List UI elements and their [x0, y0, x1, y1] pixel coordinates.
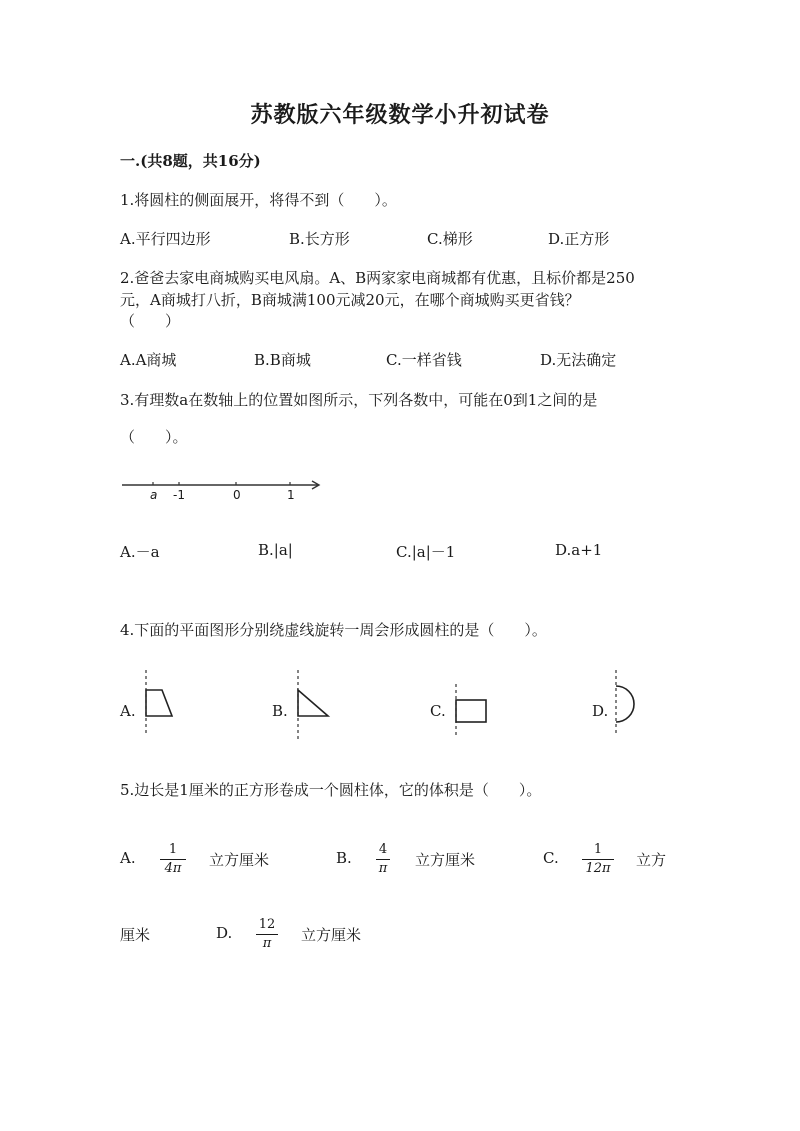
tick-label-a: a — [150, 488, 158, 502]
q5-fraction-c — [582, 842, 614, 877]
fraction-numerator: 4 — [378, 842, 388, 857]
q5-option-d-label[interactable]: D. — [216, 924, 233, 942]
q1-option-a[interactable]: A.平行四边形 — [120, 230, 211, 248]
fraction-denominator: π — [262, 936, 272, 951]
q4-option-a-label[interactable]: A. — [120, 702, 136, 720]
q2-option-c[interactable]: C.一样省钱 — [386, 351, 462, 369]
q5-unit-d: 立方厘米 — [301, 926, 362, 944]
q5-unit-c-part-1: 立方 — [636, 851, 667, 869]
question-5-stem: 5.边长是1厘米的正方形卷成一个圆柱体，它的体积是（ ）。 — [120, 781, 542, 799]
rectangle-shape-icon[interactable] — [450, 684, 495, 740]
fraction-numerator: 12 — [258, 917, 276, 932]
tick-label-0: 0 — [233, 488, 241, 502]
q3-option-c[interactable]: C.|a|－1 — [396, 543, 456, 561]
q2-option-b[interactable]: B.B商城 — [254, 351, 311, 369]
question-2-stem-line-1: 2.爸爸去家电商城购买电风扇。A、B两家家电商城都有优惠，且标价都是250 — [120, 269, 635, 287]
q2-option-a[interactable]: A.A商城 — [120, 351, 177, 369]
fraction-numerator: 1 — [593, 842, 603, 857]
tick-label-1: 1 — [287, 488, 295, 502]
q5-option-b-label[interactable]: B. — [336, 849, 352, 867]
fraction-denominator: 4π — [164, 861, 182, 876]
question-3-stem-line-1: 3.有理数a在数轴上的位置如图所示，下列各数中，可能在0到1之间的是 — [120, 391, 598, 409]
q1-option-b[interactable]: B.长方形 — [289, 230, 350, 248]
fraction-numerator: 1 — [168, 842, 178, 857]
right-triangle-shape-icon[interactable] — [292, 670, 337, 742]
q4-option-d-label[interactable]: D. — [592, 702, 609, 720]
number-line-figure — [120, 475, 330, 507]
q3-option-b[interactable]: B.|a| — [258, 541, 293, 559]
q1-option-d[interactable]: D.正方形 — [548, 230, 610, 248]
q2-option-d[interactable]: D.无法确定 — [540, 351, 617, 369]
q3-option-a[interactable]: A.－a — [120, 543, 160, 561]
fraction-denominator: 12π — [585, 861, 611, 876]
q5-option-c-label[interactable]: C. — [543, 849, 559, 867]
trapezoid-shape-icon[interactable] — [140, 670, 180, 740]
question-1-stem: 1.将圆柱的侧面展开，将得不到（ ）。 — [120, 191, 397, 209]
q5-fraction-b — [376, 842, 390, 877]
tick-label-minus-1: -1 — [173, 488, 185, 502]
question-2-stem-line-2: 元，A商城打八折，B商城满100元减20元，在哪个商城购买更省钱？ — [120, 291, 580, 309]
q4-option-c-label[interactable]: C. — [430, 702, 446, 720]
q5-unit-c-part-2: 厘米 — [120, 926, 151, 944]
q5-fraction-a — [160, 842, 186, 877]
q3-option-d[interactable]: D.a+1 — [555, 541, 603, 559]
question-3-stem-line-2: （ ）。 — [120, 428, 188, 446]
q5-unit-a: 立方厘米 — [209, 851, 270, 869]
fraction-denominator: π — [378, 861, 388, 876]
q1-option-c[interactable]: C.梯形 — [427, 230, 473, 248]
question-2-stem-line-3: （ ） — [120, 312, 181, 330]
q5-fraction-d — [256, 917, 278, 952]
q5-unit-b: 立方厘米 — [415, 851, 476, 869]
page-title: 苏教版六年级数学小升初试卷 — [250, 102, 550, 128]
q4-option-b-label[interactable]: B. — [272, 702, 288, 720]
q5-option-a-label[interactable]: A. — [120, 849, 136, 867]
question-4-stem: 4.下面的平面图形分别绕虚线旋转一周会形成圆柱的是（ ）。 — [120, 621, 547, 639]
section-header: 一.(共8题，共16分) — [120, 152, 261, 170]
semicircle-shape-icon[interactable] — [610, 670, 650, 740]
